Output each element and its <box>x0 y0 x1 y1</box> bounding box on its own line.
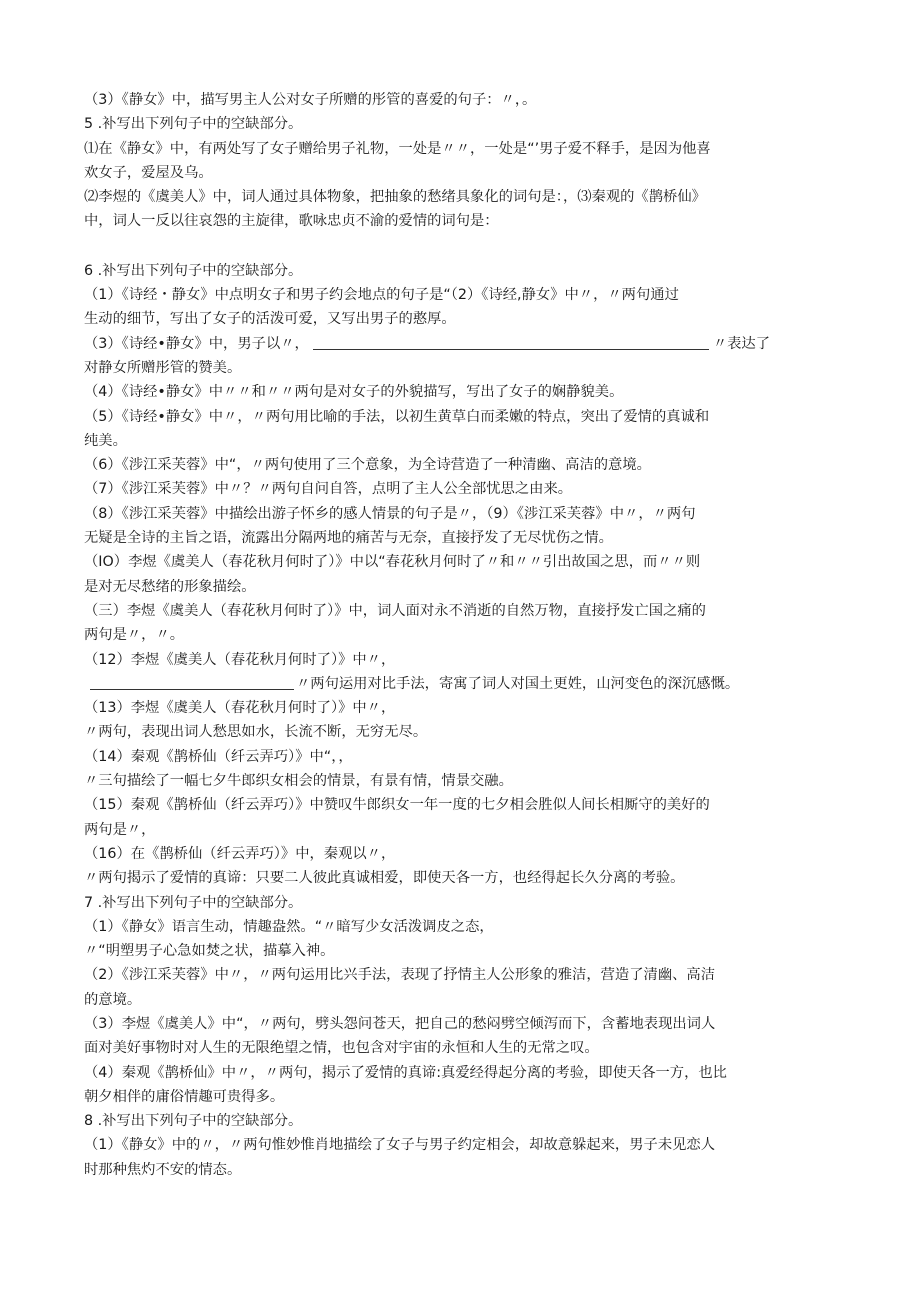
document-page <box>84 88 844 1182</box>
text-line: ⑵李煜的《虞美人》中，词人通过具体物象，把抽象的愁绪具象化的词句是：，⑶秦观的《鹊桥仙》 <box>84 189 706 206</box>
text-line: 是对无尽愁绪的形象描绘。 <box>84 578 256 595</box>
section-heading: 5 .补写出下列句子中的空缺部分。 <box>84 116 303 133</box>
text-line: （6）《涉江采芙蓉》中“，〃两句使用了三个意象，为全诗营造了一种清幽、高洁的意境。 <box>84 457 651 474</box>
text-line-with-blank <box>84 672 844 696</box>
text-line: （13）李煜《虞美人（春花秋月何时了）》中〃， <box>84 700 396 717</box>
text-line: 中，词人一反以往哀怨的主旋律，歌咏忠贞不渝的爱情的词句是： <box>84 213 499 230</box>
text-line: （三）李煜《虞美人（春花秋月何时了）》中，词人面对永不消逝的自然万物，直接抒发亡国之痛的 <box>84 602 706 619</box>
text-line: 欢女子，爱屋及乌。 <box>84 164 213 181</box>
text-line: 纯美。 <box>84 432 127 449</box>
text-line: 〃两句揭示了爱情的真谛：只要二人彼此真诚相爱，即使天各一方，也经得起长久分离的考验。 <box>84 870 685 887</box>
text-line: 无疑是全诗的主旨之语，流露出分隔两地的痛苦与无奈，直接抒发了无尽忧伤之情。 <box>84 530 613 547</box>
text-line: （2）《涉江采芙蓉》中〃，〃两句运用比兴手法，表现了抒情主人公形象的雅洁，营造了清幽、高洁 <box>84 967 716 984</box>
text-line: （1）《静女》中的〃，〃两句惟妙惟肖地描绘了女子与男子约定相会，却故意躲起来，男子未见恋人 <box>84 1137 716 1154</box>
text-line: 〃两句，表现出词人愁思如水，长流不断，无穷无尽。 <box>84 724 428 741</box>
text-line: （4）秦观《鹊桥仙》中〃，〃两句，揭示了爱情的真谛:真爱经得起分离的考验，即使天各一方，也比 <box>84 1064 727 1081</box>
text-line: （3）李煜《虞美人》中“，〃两句，劈头怨问苍天，把自己的愁闷劈空倾泻而下，含蓄地表现出词人 <box>84 1015 716 1032</box>
text-segment: 〃表达了 <box>712 335 771 352</box>
text-line: 对静女所赠彤管的赞美。 <box>84 359 242 376</box>
text-line: 两句是〃， <box>84 821 156 838</box>
text-line: （16）在《鹊桥仙（纤云弄巧）》中，秦观以〃， <box>84 845 396 862</box>
text-line: （12）李煜《虞美人（春花秋月何时了）》中〃， <box>84 651 396 668</box>
text-line: （4）《诗经•静女》中〃〃和〃〃两句是对女子的外貌描写，写出了女子的娴静貌美。 <box>84 384 624 401</box>
answer-blank[interactable] <box>90 673 294 690</box>
text-line: 朝夕相伴的庸俗情趣可贵得多。 <box>84 1088 285 1105</box>
text-line: （IO）李煜《虞美人（春花秋月何时了）》中以“春花秋月何时了〃和〃〃引出故国之思，而〃〃则 <box>84 554 701 571</box>
answer-blank[interactable] <box>313 333 709 350</box>
text-line: （7）《涉江采芙蓉》中〃？〃两句自问自答，点明了主人公全部忧思之由来。 <box>84 481 573 498</box>
text-line: 的意境。 <box>84 991 142 1008</box>
text-line: 〃“明塑男子心急如焚之状，描摹入神。 <box>84 943 335 960</box>
text-line: （14）秦观《鹊桥仙（纤云弄巧）》中“，， <box>84 748 353 765</box>
text-line: （1）《静女》语言生动，情趣盎然。“〃暗写少女活泼调皮之态， <box>84 918 494 935</box>
text-line: ⑴在《静女》中，有两处写了女子赠给男子礼物，一处是〃〃，一处是“’男子爱不释手，是因为他喜 <box>84 140 711 157</box>
text-segment: （3）《诗经•静女》中，男子以〃， <box>84 335 309 352</box>
text-line-with-blank <box>84 332 844 356</box>
text-line: 生动的细节，写出了女子的活泼可爱，又写出男子的憨厚。 <box>84 311 456 328</box>
section-heading: 6 .补写出下列句子中的空缺部分。 <box>84 262 303 279</box>
text-line: （8）《涉江采芙蓉》中描绘出游子怀乡的感人情景的句子是〃，（9）《涉江采芙蓉》中〃，〃两句 <box>84 505 696 522</box>
section-heading: 7 .补写出下列句子中的空缺部分。 <box>84 894 303 911</box>
spacer <box>84 234 844 259</box>
text-line: （5）《诗经•静女》中〃，〃两句用比喻的手法，以初生黄草白而柔嫩的特点，突出了爱情的真诚和 <box>84 408 710 425</box>
section-heading: 8 .补写出下列句子中的空缺部分。 <box>84 1113 303 1130</box>
text-line: 面对美好事物时对人生的无限绝望之情，也包含对宇宙的永恒和人生的无常之叹。 <box>84 1040 599 1057</box>
text-line: 〃三句描绘了一幅七夕牛郎织女相会的情景，有景有情，情景交融。 <box>84 773 513 790</box>
text-line: （1）《诗经・静女》中点明女子和男子约会地点的句子是“（2）《诗经,静女》中〃，〃两句通过 <box>84 287 679 304</box>
text-line: （15）秦观《鹊桥仙（纤云弄巧）》中赞叹牛郎织女一年一度的七夕相会胜似人间长相厮守的美好的 <box>84 797 710 814</box>
text-line: （3）《静女》中，描写男主人公对女子所赠的彤管的喜爱的句子：〃，。 <box>84 92 537 108</box>
text-segment: 〃两句运用对比手法，寄寓了词人对国土更姓，山河变色的深沉感慨。 <box>296 675 740 692</box>
text-line: 时那种焦灼不安的情态。 <box>84 1161 242 1178</box>
text-line: 两句是〃，〃。 <box>84 627 185 644</box>
